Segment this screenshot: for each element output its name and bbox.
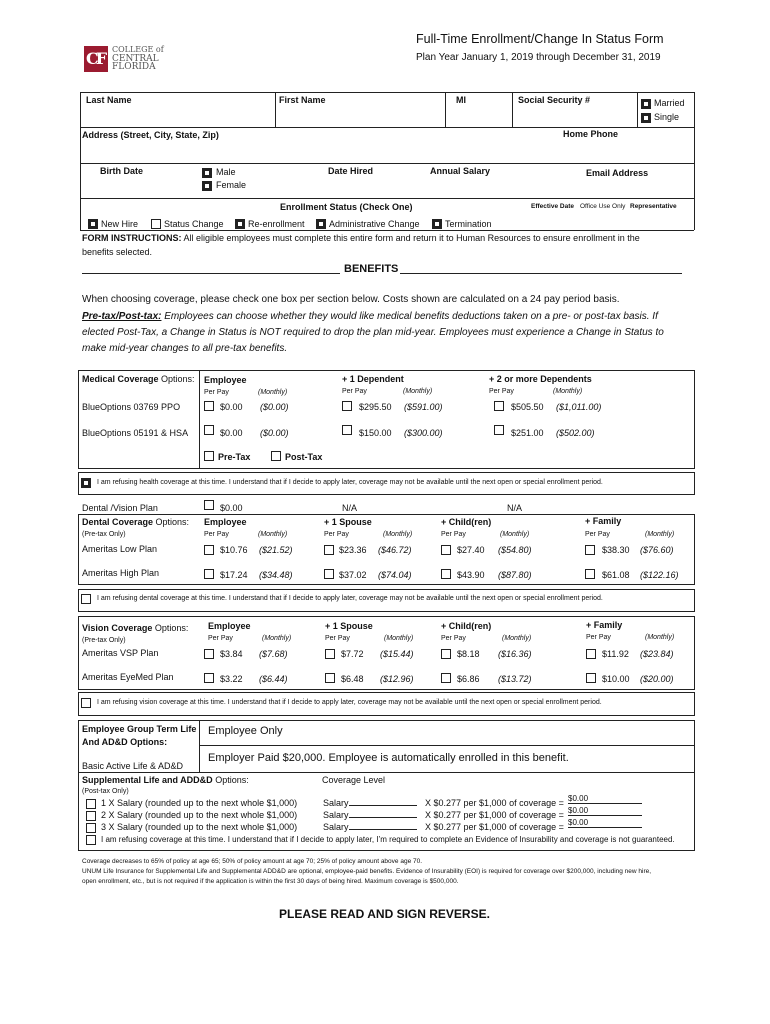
vision-tier-children: + Child(ren): [441, 621, 492, 631]
re-enrollment-label: Re-enrollment: [248, 219, 305, 229]
form-instructions-cont: benefits selected.: [82, 247, 153, 257]
employee-only-label: Employee Only: [208, 725, 283, 737]
per-pay-label: Per Pay: [489, 388, 514, 395]
medical-hsa-plus1-checkbox[interactable]: [342, 425, 352, 435]
price: $8.18: [457, 649, 480, 659]
vision-tier-employee: Employee: [208, 621, 251, 631]
salary-field[interactable]: Salary: [323, 810, 417, 820]
vision-plan-eyemed: Ameritas EyeMed Plan: [82, 672, 174, 682]
vision-coverage-label: Vision Coverage Options:: [82, 623, 189, 633]
na-label: N/A: [342, 503, 358, 513]
dental-high-family-checkbox[interactable]: [585, 569, 595, 579]
effective-date-label: Effective Date: [531, 203, 574, 210]
vision-vsp-employee-checkbox[interactable]: [204, 649, 214, 659]
price-monthly: ($591.00): [404, 402, 443, 412]
married-label: Married: [654, 98, 685, 108]
dental-plan-low: Ameritas Low Plan: [82, 544, 158, 554]
price: $251.00: [511, 428, 544, 438]
dental-vision-plan-price: $0.00: [220, 503, 243, 513]
price: $3.84: [220, 649, 243, 659]
price-monthly: ($74.04): [378, 570, 412, 580]
last-name-label: Last Name: [86, 95, 132, 105]
address-label: Address (Street, City, State, Zip): [82, 130, 219, 140]
price-monthly: ($46.72): [378, 545, 412, 555]
single-checkbox[interactable]: [641, 113, 651, 123]
price-monthly: ($300.00): [404, 428, 443, 438]
dental-plan-high: Ameritas High Plan: [82, 568, 160, 578]
medical-ppo-employee-checkbox[interactable]: [204, 401, 214, 411]
price-monthly: ($54.80): [498, 545, 532, 555]
supp-life-label: Supplemental Life and ADD&D Options:: [82, 775, 249, 785]
refuse-dental-checkbox[interactable]: [81, 594, 91, 604]
refuse-vision-checkbox[interactable]: [81, 698, 91, 708]
refuse-life-checkbox[interactable]: [86, 835, 96, 845]
supp-2x-checkbox[interactable]: [86, 811, 96, 821]
life-label: Employee Group Term Life: [82, 724, 197, 734]
calc-text: X $0.277 per $1,000 of coverage =: [425, 810, 564, 820]
dental-high-children-checkbox[interactable]: [441, 569, 451, 579]
dental-tier-family: + Family: [585, 516, 622, 526]
form-title: Full-Time Enrollment/Change In Status Form: [416, 32, 664, 46]
single-label: Single: [654, 112, 680, 122]
coverage-level-label: Coverage Level: [322, 775, 386, 785]
price-monthly: ($15.44): [380, 649, 414, 659]
supp-2x-label: 2 X Salary (rounded up to the next whole $1,000): [101, 810, 298, 820]
college-logo: CF: [84, 46, 108, 72]
medical-ppo-plus1-checkbox[interactable]: [342, 401, 352, 411]
vision-vsp-family-checkbox[interactable]: [586, 649, 596, 659]
price: $61.08: [602, 570, 630, 580]
price-monthly: ($12.96): [380, 674, 414, 684]
per-pay-label: Per Pay: [586, 634, 611, 641]
dental-tier-spouse: + 1 Spouse: [324, 517, 372, 527]
monthly-label: (Monthly): [258, 531, 288, 538]
salary-field[interactable]: Salary: [323, 822, 417, 832]
vision-tier-spouse: + 1 Spouse: [325, 621, 373, 631]
pre-tax-checkbox[interactable]: [204, 451, 214, 461]
termination-checkbox[interactable]: [432, 219, 442, 229]
supp-3x-label: 3 X Salary (rounded up to the next whole $1,000): [101, 822, 298, 832]
birth-date-label: Birth Date: [100, 166, 144, 176]
representative-label: Representative: [630, 203, 677, 210]
price: $0.00: [220, 402, 243, 412]
medical-plan-ppo: BlueOptions 03769 PPO: [82, 402, 181, 412]
medical-tier-plus2: + 2 or more Dependents: [489, 374, 592, 384]
monthly-label: (Monthly): [383, 531, 413, 538]
calc-text: X $0.277 per $1,000 of coverage =: [425, 798, 564, 808]
price: $150.00: [359, 428, 392, 438]
dental-low-employee-checkbox[interactable]: [204, 545, 214, 555]
annual-salary-label: Annual Salary: [430, 166, 491, 176]
per-pay-label: Per Pay: [441, 635, 466, 642]
price-monthly: ($34.48): [259, 570, 293, 580]
premium-amount: $0.00: [568, 818, 642, 828]
supp-1x-label: 1 X Salary (rounded up to the next whole $1,000): [101, 798, 298, 808]
per-pay-label: Per Pay: [204, 389, 229, 396]
female-checkbox[interactable]: [202, 181, 212, 191]
college-logo-text: COLLEGE of CENTRAL FLORIDA: [112, 45, 164, 72]
monthly-label: (Monthly): [502, 635, 532, 642]
price: $6.48: [341, 674, 364, 684]
per-pay-label: Per Pay: [441, 531, 466, 538]
male-label: Male: [216, 167, 236, 177]
refuse-life-text: I am refusing coverage at this time. I understand that if I decide to apply later, I’m required to complete an Evidence of Insurability and coverage is not guaranteed.: [101, 835, 675, 844]
per-pay-label: Per Pay: [342, 388, 367, 395]
supp-1x-checkbox[interactable]: [86, 799, 96, 809]
first-name-label: First Name: [279, 95, 326, 105]
dental-vision-plan-checkbox[interactable]: [204, 500, 214, 510]
price-monthly: ($76.60): [640, 545, 674, 555]
per-pay-label: Per Pay: [324, 531, 349, 538]
price-monthly: ($13.72): [498, 674, 532, 684]
new-hire-label: New Hire: [101, 219, 139, 229]
price-monthly: ($20.00): [640, 674, 674, 684]
pretax-paragraph: Pre-tax/Post-tax: Employees can choose whether they would like medical benefits deductions taken on a pre- or post-tax basis. If: [82, 311, 658, 322]
email-label: Email Address: [586, 168, 649, 178]
form-instructions: FORM INSTRUCTIONS: All eligible employees must complete this entire form and return it to Human Resources to ensure enrollment in the: [82, 233, 640, 243]
price-monthly: ($0.00): [260, 428, 289, 438]
benefits-intro: When choosing coverage, please check one box per section below. Costs shown are calculated on a 24 pay period basis.: [82, 294, 620, 305]
medical-coverage-label: Medical Coverage Options:: [82, 374, 195, 384]
price-monthly: ($87.80): [498, 570, 532, 580]
price: $295.50: [359, 402, 392, 412]
price: $27.40: [457, 545, 485, 555]
price-monthly: ($0.00): [260, 402, 289, 412]
supp-3x-checkbox[interactable]: [86, 823, 96, 833]
date-hired-label: Date Hired: [328, 166, 374, 176]
dental-tier-children: + Child(ren): [441, 517, 492, 527]
administrative-change-checkbox[interactable]: [316, 219, 326, 229]
price: $0.00: [220, 428, 243, 438]
premium-amount: $0.00: [568, 794, 642, 804]
premium-amount: $0.00: [568, 806, 642, 816]
monthly-label: (Monthly): [258, 389, 288, 396]
form-subtitle: Plan Year January 1, 2019 through December 31, 2019: [416, 52, 661, 63]
price: $38.30: [602, 545, 630, 555]
refuse-health-text: I am refusing health coverage at this time. I understand that if I decide to apply later, coverage may not be available until the next open or special enrollment period.: [97, 479, 603, 486]
monthly-label: (Monthly): [384, 635, 414, 642]
price-monthly: ($21.52): [259, 545, 293, 555]
re-enrollment-checkbox[interactable]: [235, 219, 245, 229]
dental-low-family-checkbox[interactable]: [585, 545, 595, 555]
post-tax-label: Post-Tax: [285, 452, 323, 462]
price: $43.90: [457, 570, 485, 580]
vision-vsp-spouse-checkbox[interactable]: [325, 649, 335, 659]
na-label: N/A: [507, 503, 523, 513]
female-label: Female: [216, 180, 247, 190]
post-tax-checkbox[interactable]: [271, 451, 281, 461]
price-monthly: ($16.36): [498, 649, 532, 659]
status-change-checkbox[interactable]: [151, 219, 161, 229]
married-checkbox[interactable]: [641, 99, 651, 109]
employer-paid-text: Employer Paid $20,000. Employee is automatically enrolled in this benefit.: [208, 752, 569, 764]
calc-text: X $0.277 per $1,000 of coverage =: [425, 822, 564, 832]
vision-eyemed-employee-checkbox[interactable]: [204, 673, 214, 683]
status-change-label: Status Change: [164, 219, 224, 229]
benefits-heading: BENEFITS: [344, 263, 399, 275]
price-monthly: ($6.44): [259, 674, 288, 684]
unum-note: UNUM Life Insurance for Supplemental Life and Supplemental ADD&D are optional, employee-paid benefits. Evidence of Insurability (EOI) is required for coverage over $200,000, including new hire,: [82, 868, 652, 875]
enrollment-status-label: Enrollment Status (Check One): [280, 202, 413, 212]
vision-eyemed-family-checkbox[interactable]: [586, 673, 596, 683]
dental-low-spouse-checkbox[interactable]: [324, 545, 334, 555]
price-monthly: ($1,011.00): [556, 402, 602, 412]
per-pay-label: Per Pay: [325, 635, 350, 642]
ssn-label: Social Security #: [518, 95, 591, 105]
medical-ppo-plus2-checkbox[interactable]: [494, 401, 504, 411]
mi-label: MI: [456, 95, 466, 105]
monthly-label: (Monthly): [403, 388, 433, 395]
vision-tier-family: + Family: [586, 620, 623, 630]
vision-eyemed-children-checkbox[interactable]: [441, 673, 451, 683]
unum-note-2: open enrollment, etc., but is not required if the application is within the first 30 days of being hired. Maximum coverage is $500,000.: [82, 878, 459, 885]
vision-vsp-children-checkbox[interactable]: [441, 649, 451, 659]
medical-tier-plus1: + 1 Dependent: [342, 374, 404, 384]
pretax-only-label: (Pre-tax Only): [82, 531, 126, 538]
price-monthly: ($122.16): [640, 570, 679, 580]
price: $11.92: [602, 649, 629, 659]
pretax-only-label: (Pre-tax Only): [82, 637, 126, 644]
sign-reverse-notice: PLEASE READ AND SIGN REVERSE.: [279, 907, 490, 921]
home-phone-label: Home Phone: [563, 129, 619, 139]
refuse-dental-text: I am refusing dental coverage at this time. I understand that if I decide to apply later, coverage may not be available until the next open or special enrollment period.: [97, 595, 603, 602]
price-monthly: ($23.84): [640, 649, 674, 659]
vision-plan-vsp: Ameritas VSP Plan: [82, 648, 159, 658]
medical-hsa-plus2-checkbox[interactable]: [494, 425, 504, 435]
per-pay-label: Per Pay: [585, 531, 610, 538]
dental-high-spouse-checkbox[interactable]: [324, 569, 334, 579]
new-hire-checkbox[interactable]: [88, 219, 98, 229]
dental-low-children-checkbox[interactable]: [441, 545, 451, 555]
price: $10.76: [220, 545, 248, 555]
dental-coverage-label: Dental Coverage Options:: [82, 517, 190, 527]
price-monthly: ($7.68): [259, 649, 288, 659]
pre-tax-label: Pre-Tax: [218, 452, 251, 462]
medical-hsa-employee-checkbox[interactable]: [204, 425, 214, 435]
refuse-vision-text: I am refusing vision coverage at this time. I understand that if I decide to apply later, coverage may not be available until the next open or special enrollment period.: [97, 699, 602, 706]
monthly-label: (Monthly): [262, 635, 292, 642]
pretax-paragraph-2: elected Post-Tax, a Change in Status is NOT required to drop the plan mid-year. Employees must experience a Change in Status to: [82, 327, 664, 338]
male-checkbox[interactable]: [202, 168, 212, 178]
pretax-paragraph-3: make mid-year changes to all pre-tax benefits.: [82, 343, 288, 354]
vision-eyemed-spouse-checkbox[interactable]: [325, 673, 335, 683]
dental-tier-employee: Employee: [204, 517, 247, 527]
price: $23.36: [339, 545, 367, 555]
price: $17.24: [220, 570, 248, 580]
price-monthly: ($502.00): [556, 428, 595, 438]
price: $37.02: [339, 570, 367, 580]
life-label-2: And AD&D Options:: [82, 737, 168, 747]
medical-plan-hsa: BlueOptions 05191 & HSA: [82, 428, 189, 438]
monthly-label: (Monthly): [553, 388, 583, 395]
price: $6.86: [457, 674, 480, 684]
termination-label: Termination: [445, 219, 492, 229]
coverage-note: Coverage decreases to 65% of policy at age 65; 50% of policy amount at age 70; 25% of policy amount above age 70.: [82, 858, 423, 865]
office-use-label: Office Use Only: [580, 203, 626, 210]
dental-high-employee-checkbox[interactable]: [204, 569, 214, 579]
dental-vision-plan-label: Dental /Vision Plan: [82, 503, 158, 513]
posttax-only-label: (Post-tax Only): [82, 788, 129, 795]
basic-life-label: Basic Active Life & AD&D: [82, 761, 184, 771]
price: $7.72: [341, 649, 364, 659]
monthly-label: (Monthly): [645, 634, 675, 641]
price: $10.00: [602, 674, 630, 684]
price: $505.50: [511, 402, 544, 412]
medical-tier-employee: Employee: [204, 375, 247, 385]
monthly-label: (Monthly): [645, 531, 675, 538]
per-pay-label: Per Pay: [208, 635, 233, 642]
monthly-label: (Monthly): [500, 531, 530, 538]
price: $3.22: [220, 674, 243, 684]
administrative-change-label: Administrative Change: [329, 219, 420, 229]
salary-field[interactable]: Salary: [323, 798, 417, 808]
refuse-health-checkbox[interactable]: [81, 478, 91, 488]
per-pay-label: Per Pay: [204, 531, 229, 538]
